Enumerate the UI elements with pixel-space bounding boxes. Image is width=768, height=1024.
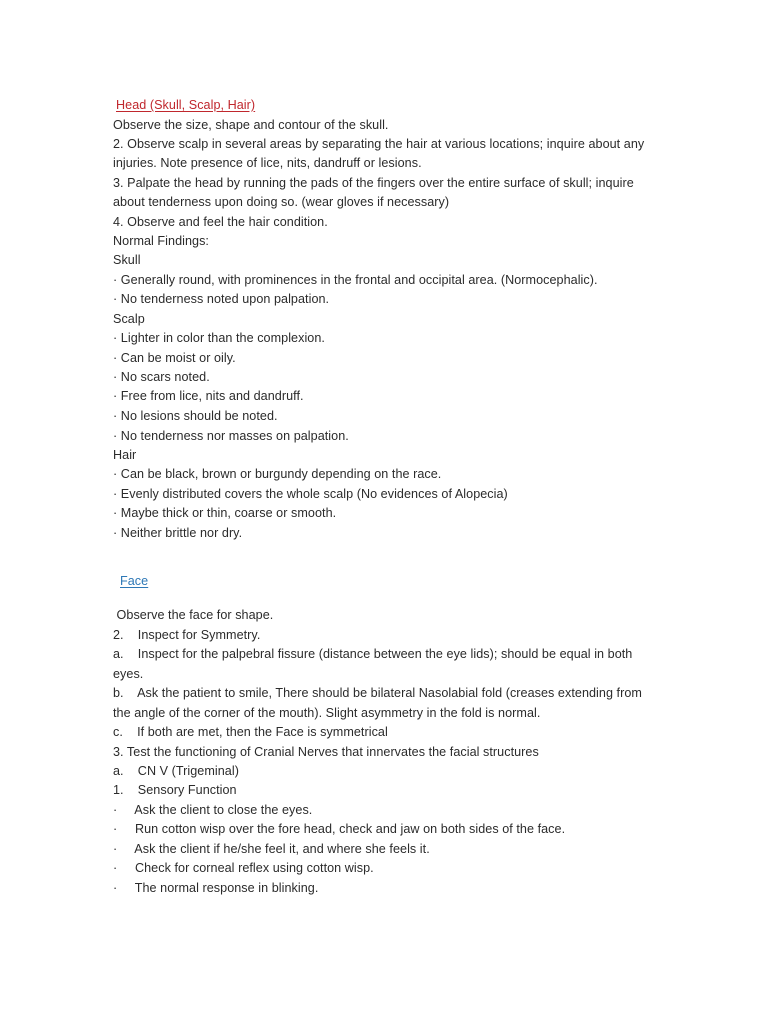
list-item: 3. Test the functioning of Cranial Nerves that innervates the facial structures <box>113 745 539 759</box>
list-item: 1. Sensory Function <box>113 783 237 797</box>
list-item: · Run cotton wisp over the fore head, check and jaw on both sides of the face. <box>113 822 566 836</box>
list-item: · Check for corneal reflex using cotton wisp. <box>113 861 374 875</box>
list-item: b. Ask the patient to smile, There should be bilateral Nasolabial fold (creases extending from <box>113 686 642 700</box>
list-item: · Free from lice, nits and dandruff. <box>113 389 304 403</box>
list-item: a. CN V (Trigeminal) <box>113 764 239 778</box>
list-item: · Generally round, with prominences in the frontal and occipital area. (Normocephalic). <box>113 273 598 287</box>
list-item: · Maybe thick or thin, coarse or smooth. <box>113 506 337 520</box>
text-line: 2. Observe scalp in several areas by separating the hair at various locations; inquire about any <box>113 137 645 151</box>
list-item: · The normal response in blinking. <box>113 881 319 895</box>
face-section-heading: Face <box>120 574 149 588</box>
head-section-heading: Head (Skull, Scalp, Hair) <box>116 98 256 112</box>
list-item: · Ask the client if he/she feel it, and where she feels it. <box>113 842 430 856</box>
text-line: the angle of the corner of the mouth). Slight asymmetry in the fold is normal. <box>113 706 541 720</box>
list-item: · Can be moist or oily. <box>113 351 236 365</box>
subheading-scalp: Scalp <box>113 312 145 326</box>
subheading-hair: Hair <box>113 448 137 462</box>
list-item: · No tenderness nor masses on palpation. <box>113 429 349 443</box>
text-line: eyes. <box>113 667 144 681</box>
text-line: about tenderness upon doing so. (wear gloves if necessary) <box>113 195 450 209</box>
text-line: 4. Observe and feel the hair condition. <box>113 215 328 229</box>
text-line: Observe the face for shape. <box>113 608 274 622</box>
list-item: · No scars noted. <box>113 370 210 384</box>
list-item: · Neither brittle nor dry. <box>113 526 243 540</box>
subheading-normal-findings: Normal Findings: <box>113 234 209 248</box>
list-item: · No lesions should be noted. <box>113 409 278 423</box>
list-item: 2. Inspect for Symmetry. <box>113 628 261 642</box>
text-line: 3. Palpate the head by running the pads of the fingers over the entire surface of skull; inquire <box>113 176 634 190</box>
list-item: · Ask the client to close the eyes. <box>113 803 313 817</box>
text-line: Observe the size, shape and contour of the skull. <box>113 118 389 132</box>
subheading-skull: Skull <box>113 253 141 267</box>
list-item: · Can be black, brown or burgundy depending on the race. <box>113 467 442 481</box>
text-line: injuries. Note presence of lice, nits, dandruff or lesions. <box>113 156 422 170</box>
list-item: · No tenderness noted upon palpation. <box>113 292 330 306</box>
list-item: a. Inspect for the palpebral fissure (distance between the eye lids); should be equal in both <box>113 647 633 661</box>
list-item: · Evenly distributed covers the whole scalp (No evidences of Alopecia) <box>113 487 508 501</box>
list-item: · Lighter in color than the complexion. <box>113 331 325 345</box>
list-item: c. If both are met, then the Face is symmetrical <box>113 725 388 739</box>
